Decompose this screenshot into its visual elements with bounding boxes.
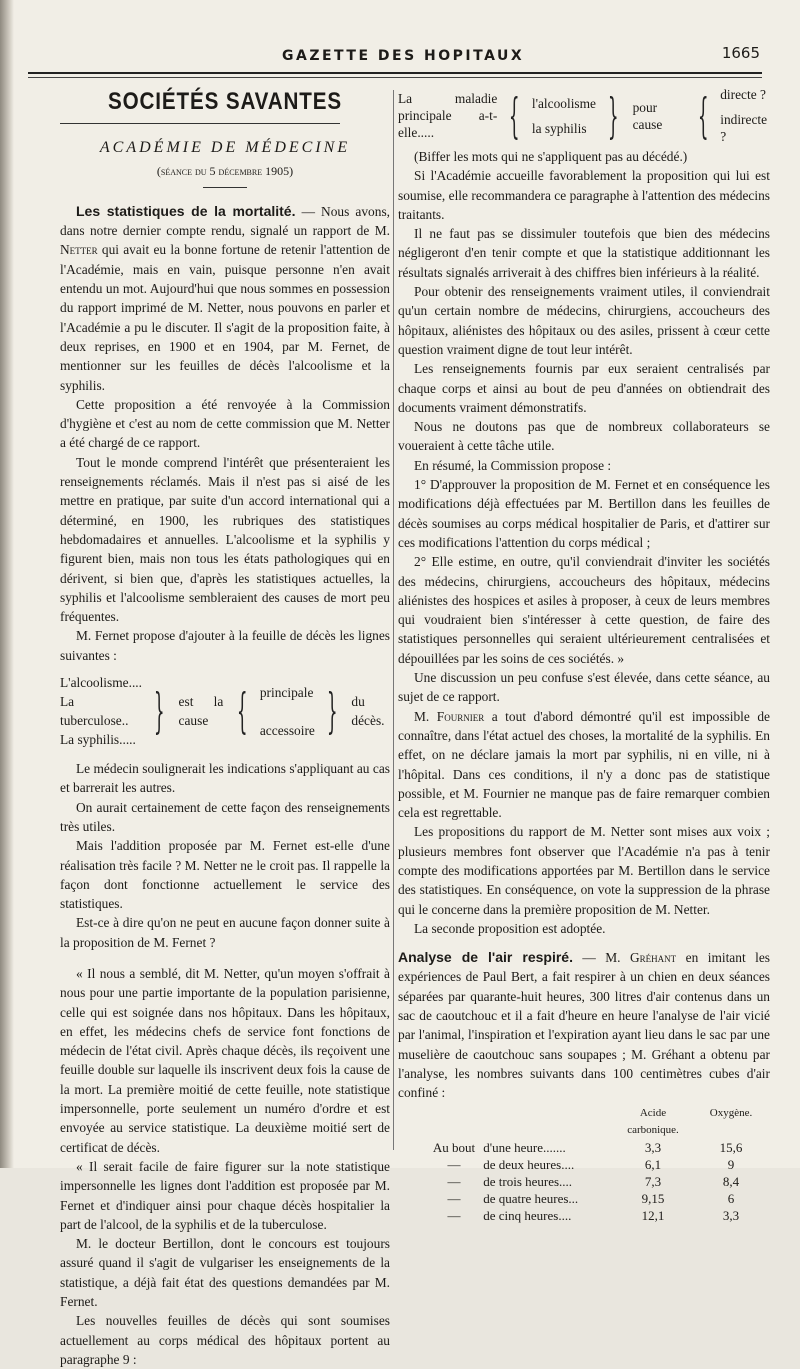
proposed-lines-table: L'alcoolisme.... La tuberculose.. La syphilis..... } est la cause { principale accessoire } du décès.: [60, 675, 385, 748]
header-rule: [28, 72, 762, 74]
brace-icon: {: [509, 87, 520, 144]
paragraph: Une discussion un peu confuse s'est élevée, dans cette séance, au sujet de ce rapport.: [398, 670, 770, 705]
table-row: — de quatre heures... 9,15 6: [447, 1190, 735, 1206]
paragraph: Est-ce à dire qu'on ne peut en aucune façon donner suite à la proposition de M. Fernet ?: [60, 915, 390, 950]
brace-icon: }: [153, 683, 165, 740]
paragraph: Mais l'addition proposée par M. Fernet est-elle d'une réalisation très facile ? M. Netter ne le croit pas. Il rappelle la façon dont fonctionne actuellement le service des statistiques.: [60, 838, 390, 912]
person-name: Netter: [60, 242, 98, 258]
table-row: — de cinq heures.... 12,1 3,3: [447, 1207, 740, 1223]
page-number: 1665: [721, 44, 760, 62]
paragraph: M. Fournier a tout d'abord démontré qu'il est impossible de connaître, dans l'état actuel des choses, la mortalité de la syphilis. En effet, on ne déclare jamais la mort par syphilis, ni en ville, ni à l'hôpital. Dans ces conditions, il n'y a donc pas de statistique possible, et M. Fournier ne manque pas de faire remarquer combien cela est regrettable.: [398, 708, 770, 821]
brace-icon: }: [326, 683, 338, 740]
academy-heading: ACADÉMIE DE MÉDECINE: [99, 139, 351, 157]
paragraph: Il ne faut pas se dissimuler toutefois que bien des médecins négligeront d'en tenir compte et que la statistique additionnant les résultats signalés arriverait à des chiffres bien inférieurs à la réalité.: [398, 226, 770, 280]
paragraph: (Biffer les mots qui ne s'appliquent pas au décédé.): [414, 149, 688, 164]
table-header: Acide carbonique. Oxygène.: [627, 1106, 753, 1136]
journal-title: GAZETTE DES HOPITAUX: [282, 48, 525, 64]
paragraph: Si l'Académie accueille favorablement la proposition qui lui est soumise, elle recommandera ce paragraphe à l'attention des médecins traitants.: [398, 168, 770, 222]
paragraph: « Il serait facile de faire figurer sur la note statistique impersonnelle les lignes dont l'addition est proposée par M. Fernet et d'indiquer ainsi pour chaque décès hospitalier la part de l'alcool, de la syphilis et de la tuberculose.: [60, 1158, 390, 1232]
left-column: [60, 88, 391, 1369]
short-rule: [203, 187, 247, 188]
option-list: principale accessoire: [259, 684, 315, 738]
article-lead: Analyse de l'air respiré.: [398, 949, 573, 966]
person-name: Fournier: [436, 708, 485, 724]
brace-icon: {: [697, 87, 709, 144]
paragraph: Cette proposition a été renvoyée à la Commission d'hygiène et c'est au nom de cette commission que M. Netter a été chargé de ce rapport.: [60, 396, 390, 451]
paragraph: Analyse de l'air respiré. — M. Gréhant en imitant les expériences de Paul Bert, a fait respirer à un chien en deux séances séparées par quarante-huit heures, 300 litres d'air contenus dans un sac de caoutchouc et il a fait d'heure en heure l'analyse de l'air vicié par l'animal, l'inspiration et l'expiration ayant lieu dans le sac par une muselière de caoutchouc sans soupapes ; M. Gréhant a obtenu par l'analyse, les nombres suivants dans 100 centimètres cubes d'air confiné :: [398, 949, 770, 1101]
table-row: — de trois heures.... 7,3 8,4: [447, 1173, 740, 1189]
paragraph: Nous ne doutons pas que de nombreux collaborateurs se voueraient à cette tâche utile.: [398, 419, 770, 454]
title-rule: [60, 123, 340, 124]
paragraph: M. le docteur Bertillon, dont le concours est toujours assuré quand il s'agit de vulgariser les enseignements de la statistique, a déjà fait état des questions demandées par M. Fernet.: [60, 1236, 390, 1310]
paragraph: Tout le monde comprend l'intérêt que présenteraient les renseignements réclamés. Mais il n'est pas si aisé de les mettre en pratique, par suite d'un accord international qui a déterminé, en 1900, les rubriques des statistiques hebdomadaires et annuelles. L'alcoolisme et la syphilis y figurent bien, mais non tous les états pathologiques qui en dérivent, si bien que, d'après les statistiques actuelles, la syphilis et l'alcoolisme sembleraient des causes de mort peu fréquentes.: [60, 454, 390, 625]
header-rule-thin: [28, 77, 762, 78]
page-binding-shadow: [0, 0, 14, 1168]
brace-icon: }: [607, 87, 619, 144]
paragraph: 1° D'approuver la proposition de M. Fernet et en conséquence les modifications déjà effectuées par M. Bertillon dans les feuilles de décès soumises au corps médical hospitalier de Paris, et d'attirer sur ces modifications l'attention du corps médical ;: [398, 477, 770, 550]
column-divider: [393, 90, 394, 1150]
paragraph: Les statistiques de la mortalité. — Nous avons, dans notre dernier compte rendu, signalé un rapport de M. Netter qui avait eu la bonne fortune de retenir l'attention de l'Académie, mais en vain, puisque personne n'en avait entendu un mot. Aujourd'hui que nous sommes en possession du rapport imprimé de M. Netter, nous pouvons en parler et l'Académie a pu le discuter. Il s'agit de la proposition faite, à deux reprises, en 1900 et en 1904, par M. Fernet, de mentionner sur les feuilles de décès l'alcoolisme et la syphilis.: [60, 202, 391, 393]
section-title: SOCIÉTÉS SAVANTES: [107, 88, 343, 115]
paragraph: On aurait certainement de cette façon des renseignements très utiles.: [60, 799, 390, 834]
article-lead: Les statistiques de la mortalité.: [76, 202, 296, 219]
air-analysis-table: [398, 1105, 770, 1224]
page-header: [60, 44, 760, 68]
paragraph: Les renseignements fournis par eux seraient centralisés par chaque corps et ainsi au bout de peu d'années on obtiendrait des documents vraiment démonstratifs.: [398, 361, 770, 415]
paragraph: En résumé, la Commission propose :: [414, 457, 612, 473]
table-row: — de deux heures.... 6,1 9: [447, 1156, 735, 1172]
table-row: Au bout d'une heure....... 3,3 15,6: [432, 1139, 743, 1155]
cause-list: L'alcoolisme.... La tuberculose.. La syphilis.....: [60, 675, 142, 748]
right-column: [398, 86, 770, 1224]
paragraph: Le médecin soulignerait les indications s'appliquant au cas et barrerait les autres.: [60, 761, 390, 796]
paragraph: Pour obtenir des renseignements vraiment utiles, il conviendrait qu'un certain nombre de médecins, chirurgiens, accoucheurs des hôpitaux, aliénistes des hôpitaux ou des asiles, prissent à cœur cette question vraiment digne de tout leur intérêt.: [398, 284, 770, 357]
paragraph: « Il nous a semblé, dit M. Netter, qu'un moyen s'offrait à nous pour une partie importante de la population parisienne, celle qui est soignée dans nos hôpitaux. Dans les hôpitaux, en effet, les médecins chefs de service font fonctions de médecin de l'état civil. Après chaque décès, ils reçoivent une feuille double sur laquelle ils inscrivent deux fois la cause de la mort. La première moitié de cette feuille, note statistique impersonnelle, porte seulement un numéro d'ordre et est envoyée au service statistique. La deuxième moitié sert de certificat de décès.: [60, 965, 390, 1155]
brace-icon: {: [237, 683, 248, 740]
session-date: (séance du 5 décembre 1905): [156, 163, 294, 178]
paragraph: M. Fernet propose d'ajouter à la feuille de décès les lignes suivantes :: [60, 628, 390, 663]
paragraph: Les propositions du rapport de M. Netter sont mises aux voix ; plusieurs membres font observer que l'Académie n'a pas à tenir compte des modifications apportées par M. Bertillon dans le service des statistiques. En conséquence, on vote la suppression de la phrase qui le concerne dans la première proposition de M. Netter.: [398, 824, 770, 917]
paragraph: La seconde proposition est adoptée.: [414, 920, 606, 936]
paragraph: 2° Elle estime, en outre, qu'il conviendrait d'inviter les sociétés des médecins, chirurgiens, accoucheurs des hôpitaux, médecins aliénistes des hospices et asiles à proposer, à ceux de leurs membres qui voudraient bien s'intéresser à cette question, de faire des statistiques personnelles qui seraient ultérieurement centralisées et dépouillées par les soins de ces sociétés. »: [398, 554, 770, 666]
death-certificate-question: La maladie principale a-t-elle..... { l'alcoolisme la syphilis } pour cause { directe ? indirecte ?: [398, 87, 768, 144]
person-name: Gréhant: [630, 950, 677, 966]
paragraph: Les nouvelles feuilles de décès qui sont soumises actuellement au corps médical des hôpitaux portent au paragraphe 9 :: [60, 1313, 390, 1367]
